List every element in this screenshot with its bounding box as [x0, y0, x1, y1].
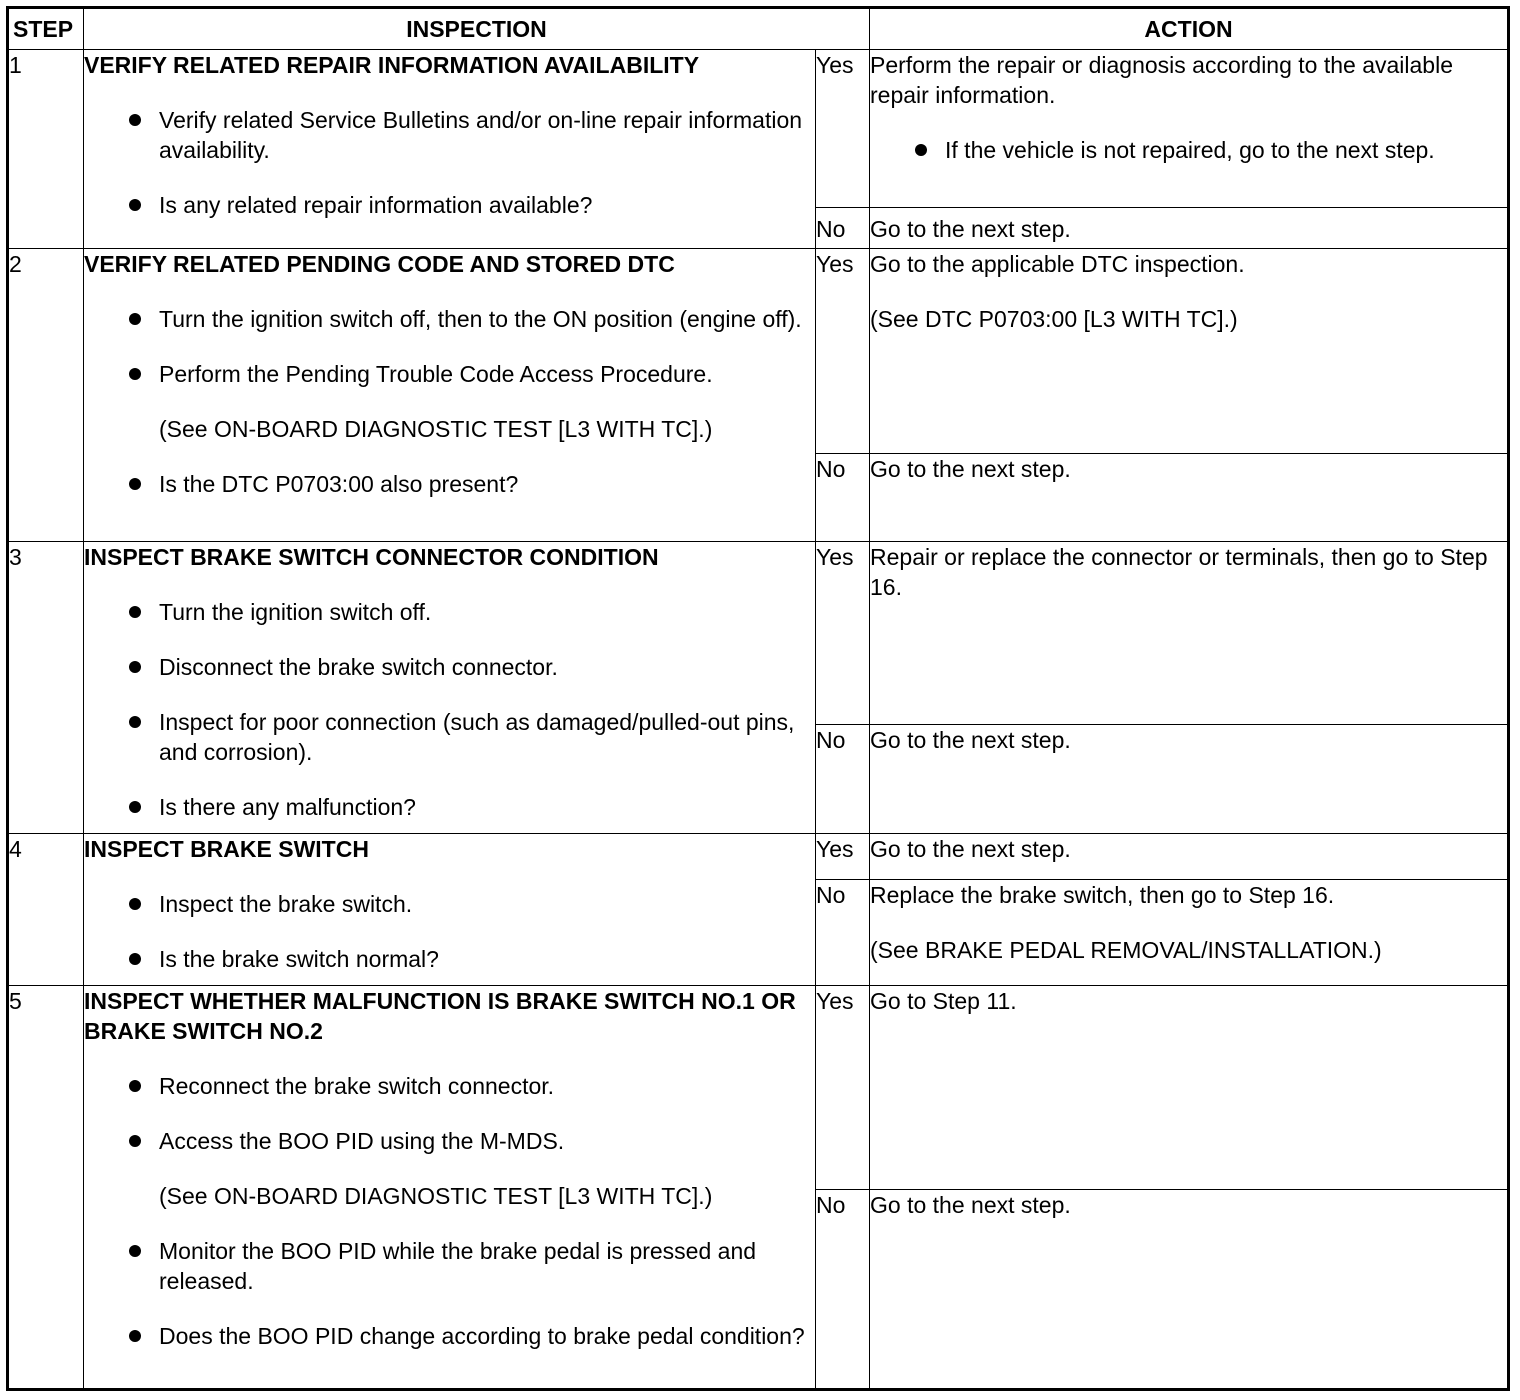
yes-label: Yes [816, 249, 870, 454]
bullet-item: Turn the ignition switch off. [84, 597, 815, 627]
no-label: No [816, 454, 870, 542]
bullet-item: Access the BOO PID using the M-MDS. [84, 1126, 815, 1156]
bullet-item: Perform the Pending Trouble Code Access Procedure. [84, 359, 815, 389]
action-note: (See BRAKE PEDAL REMOVAL/INSTALLATION.) [870, 937, 1382, 963]
bullet-item: Is any related repair information available? [84, 190, 815, 220]
no-action: Go to the next step. [870, 1190, 1509, 1390]
no-label: No [816, 880, 870, 986]
no-label: No [816, 1190, 870, 1390]
inspection-cell [84, 249, 816, 542]
bullet-item: Verify related Service Bulletins and/or on-line repair information availability. [84, 105, 815, 165]
step-number: 2 [8, 249, 84, 542]
step-title: INSPECT BRAKE SWITCH [84, 836, 369, 862]
step-number: 1 [8, 50, 84, 249]
yes-label: Yes [816, 834, 870, 880]
table-row [8, 50, 1509, 208]
step-title: VERIFY RELATED REPAIR INFORMATION AVAILABILITY [84, 52, 700, 78]
header-step: STEP [8, 8, 84, 50]
no-action: Go to the next step. [870, 725, 1509, 834]
header-row [8, 8, 1509, 50]
no-label: No [816, 208, 870, 249]
no-action: Go to the next step. [870, 208, 1509, 249]
header-inspection: INSPECTION [84, 8, 870, 50]
bullet-item: Is there any malfunction? [84, 792, 815, 822]
yes-label: Yes [816, 542, 870, 725]
bullet-item: Turn the ignition switch off, then to the ON position (engine off). [84, 304, 815, 334]
no-action: Go to the next step. [870, 454, 1509, 542]
no-label: No [816, 725, 870, 834]
step-title: INSPECT BRAKE SWITCH CONNECTOR CONDITION [84, 544, 659, 570]
action-bullet: If the vehicle is not repaired, go to the next step. [870, 135, 1507, 165]
table-row [8, 542, 1509, 725]
table-row [8, 834, 1509, 880]
action-note: (See DTC P0703:00 [L3 WITH TC].) [870, 306, 1238, 332]
action-text: Go to the applicable DTC inspection. [870, 251, 1245, 277]
bullet-item: Is the DTC P0703:00 also present? [84, 469, 815, 499]
inspection-cell [84, 50, 816, 249]
step-number: 4 [8, 834, 84, 986]
step-number: 5 [8, 986, 84, 1390]
step-title: VERIFY RELATED PENDING CODE AND STORED DTC [84, 251, 675, 277]
yes-action: Go to Step 11. [870, 986, 1509, 1190]
inspection-cell [84, 986, 816, 1390]
yes-action-cell [870, 50, 1509, 208]
yes-action: Go to the next step. [870, 834, 1509, 880]
bullet-item: Reconnect the brake switch connector. [84, 1071, 815, 1101]
note-text: (See ON-BOARD DIAGNOSTIC TEST [L3 WITH TC].) [159, 1183, 713, 1209]
yes-label: Yes [816, 50, 870, 208]
inspection-cell [84, 542, 816, 834]
table-row [8, 249, 1509, 454]
step-title: INSPECT WHETHER MALFUNCTION IS BRAKE SWITCH NO.1 OR BRAKE SWITCH NO.2 [84, 988, 796, 1044]
header-action: ACTION [870, 8, 1509, 50]
no-action-cell [870, 880, 1509, 986]
inspection-cell [84, 834, 816, 986]
bullet-item: Inspect for poor connection (such as damaged/pulled-out pins, and corrosion). [84, 707, 815, 767]
diagnostic-table [6, 6, 1510, 1391]
note-text: (See ON-BOARD DIAGNOSTIC TEST [L3 WITH TC].) [159, 416, 713, 442]
action-text: Perform the repair or diagnosis according to the available repair information. [870, 52, 1454, 108]
bullet-item: Monitor the BOO PID while the brake pedal is pressed and released. [84, 1236, 815, 1296]
yes-label: Yes [816, 986, 870, 1190]
action-text: Replace the brake switch, then go to Step 16. [870, 882, 1335, 908]
yes-action: Repair or replace the connector or terminals, then go to Step 16. [870, 542, 1509, 725]
step-number: 3 [8, 542, 84, 834]
bullet-item: Is the brake switch normal? [84, 944, 815, 974]
table-row [8, 986, 1509, 1190]
bullet-item: Inspect the brake switch. [84, 889, 815, 919]
bullet-item: Disconnect the brake switch connector. [84, 652, 815, 682]
yes-action-cell [870, 249, 1509, 454]
bullet-item: Does the BOO PID change according to brake pedal condition? [84, 1321, 815, 1351]
